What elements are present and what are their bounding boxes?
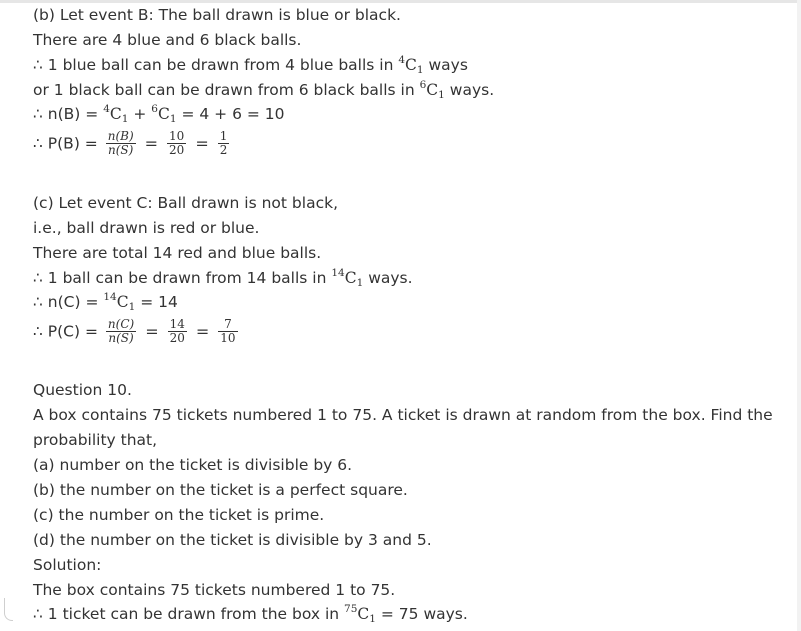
- part-c-ie: i.e., ball drawn is red or blue.: [33, 219, 260, 237]
- text: = 75 ways.: [375, 605, 468, 623]
- combination-c: C: [344, 269, 357, 287]
- part-b-counts: There are 4 blue and 6 black balls.: [33, 31, 302, 49]
- solution-line1: The box contains 75 tickets numbered 1 to 75.: [33, 581, 396, 599]
- question-text-line2: probability that,: [33, 431, 158, 449]
- denominator: n(S): [108, 143, 134, 157]
- corner-bracket-decoration: [4, 598, 13, 621]
- part-c-total: There are total 14 red and blue balls.: [33, 244, 322, 262]
- superscript: 14: [103, 291, 117, 303]
- text: ways.: [363, 269, 413, 287]
- subscript: 1: [121, 113, 129, 125]
- text: ∴ n(C) =: [33, 293, 104, 311]
- combination-c: C: [426, 81, 439, 99]
- part-c-nc: [33, 292, 178, 314]
- text: +: [128, 105, 152, 123]
- combination-c: C: [157, 105, 170, 123]
- fraction-1-2: [218, 130, 230, 157]
- denominator: 2: [219, 143, 228, 157]
- part-b-step1: [33, 55, 468, 77]
- equals-sign: =: [144, 133, 159, 153]
- subscript: 1: [438, 89, 445, 101]
- question-part-a: (a) number on the ticket is divisible by 6.: [33, 456, 353, 474]
- superscript: 4: [103, 103, 110, 115]
- fraction-nc-ns: [106, 318, 136, 345]
- numerator: n(C): [107, 317, 135, 331]
- text: ∴ 1 ticket can be drawn from the box in: [33, 605, 345, 623]
- denominator: 20: [169, 143, 185, 157]
- part-b-probability: [33, 127, 232, 159]
- equals-sign: =: [195, 321, 210, 341]
- superscript: 6: [151, 103, 158, 115]
- numerator: 10: [169, 129, 185, 143]
- combination-c: C: [116, 293, 129, 311]
- equals-sign: =: [195, 133, 209, 153]
- numerator: 14: [169, 317, 185, 331]
- combination-c: C: [109, 105, 122, 123]
- fraction-nb-ns: [106, 130, 136, 157]
- text: = 14: [135, 293, 178, 311]
- text: ∴ n(B) =: [33, 105, 104, 123]
- question-text-line1: A box contains 75 tickets numbered 1 to 75. A ticket is drawn at random from the box. Find the: [33, 406, 773, 424]
- subscript: 1: [416, 64, 424, 76]
- part-b-step2: [33, 80, 494, 102]
- fraction-10-20: [167, 130, 186, 157]
- solution-heading: Solution:: [33, 556, 102, 574]
- equals-sign: =: [145, 321, 159, 341]
- question-part-d: (d) the number on the ticket is divisible by 3 and 5.: [33, 531, 432, 549]
- fraction-14-20: [168, 318, 187, 345]
- superscript: 75: [344, 603, 358, 615]
- part-b-nb: [33, 104, 285, 126]
- denominator: 20: [169, 331, 185, 345]
- text: ways.: [444, 81, 495, 99]
- numerator: n(B): [107, 129, 134, 143]
- denominator: 10: [220, 331, 236, 345]
- fraction-7-10: [218, 318, 237, 345]
- text: ∴ P(C) =: [33, 322, 103, 341]
- text: ∴ 1 blue ball can be drawn from 4 blue balls in: [33, 56, 399, 74]
- solution-line2: [33, 604, 468, 626]
- text: ∴ 1 ball can be drawn from 14 balls in: [33, 269, 332, 287]
- text: ∴ P(B) =: [33, 134, 103, 153]
- superscript: 6: [419, 79, 427, 91]
- subscript: 1: [369, 613, 376, 625]
- subscript: 1: [128, 301, 136, 313]
- part-c-step: [33, 268, 413, 290]
- text: ways: [423, 56, 468, 74]
- numerator: 7: [218, 318, 237, 332]
- question-part-b: (b) the number on the ticket is a perfect square.: [33, 481, 408, 499]
- combination-c: C: [357, 605, 370, 623]
- subscript: 1: [356, 277, 364, 289]
- part-b-heading: (b) Let event B: The ball drawn is blue or black.: [33, 6, 401, 24]
- text: = 4 + 6 = 10: [176, 105, 285, 123]
- denominator: n(S): [108, 331, 134, 345]
- subscript: 1: [169, 113, 177, 125]
- question-title: Question 10.: [33, 381, 132, 399]
- numerator: 1: [219, 129, 228, 143]
- combination-c: C: [405, 56, 417, 74]
- superscript: 14: [331, 267, 345, 279]
- text: or 1 black ball can be drawn from 6 black balls in: [33, 81, 420, 99]
- question-part-c: (c) the number on the ticket is prime.: [33, 506, 325, 524]
- part-c-heading: (c) Let event C: Ball drawn is not black,: [33, 194, 338, 212]
- superscript: 4: [398, 54, 406, 66]
- part-c-probability: [33, 315, 241, 347]
